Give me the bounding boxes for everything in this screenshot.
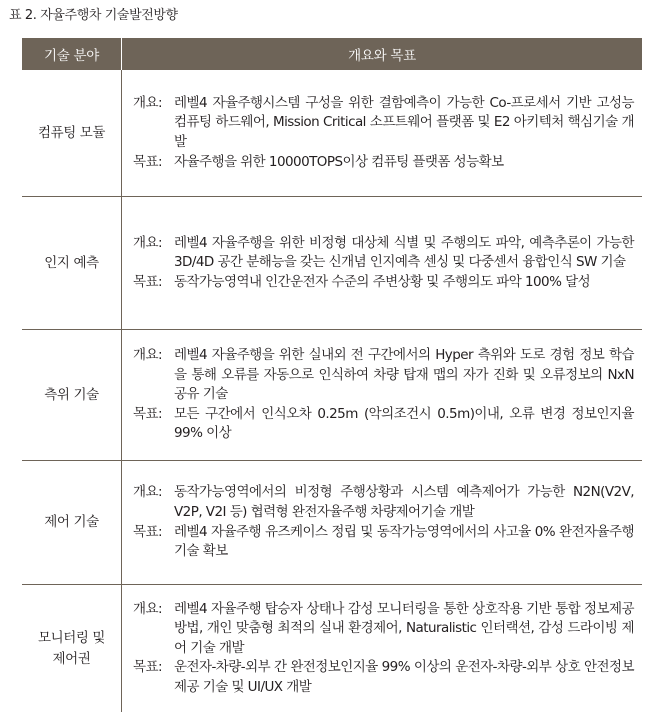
goal-text: 자율주행을 위한 10000TOPS이상 컴퓨팅 플랫폼 성능확보 [174,153,634,173]
goal-line [133,658,634,697]
row-description [122,70,643,197]
overview-line [133,483,634,522]
goal-line [133,405,634,444]
overview-label: 개요: [133,483,174,522]
overview-text: 동작가능영역에서의 비정형 주행상황과 시스템 예측제어가 가능한 N2N(V2V, V2P, V2I 등) 협력형 완전자율주행 차량제어기술 개발 [174,483,634,522]
overview-label: 개요: [133,234,174,273]
row-description [122,330,643,461]
goal-label: 목표: [133,405,174,444]
overview-label: 개요: [133,600,174,659]
table-header-row [22,38,642,70]
row-field-label: 모니터링 및 제어권 [22,585,122,712]
header-desc: 개요와 목표 [122,38,643,70]
overview-text: 레벨4 자율주행을 위한 비정형 대상체 식별 및 주행의도 파악, 예측추론이 가능한 3D/4D 공간 분해능을 갖는 신개념 인지예측 센싱 및 다중센서 융합인식 SW 기술 [174,234,634,273]
row-description [122,585,643,712]
row-field-label: 컴퓨팅 모듈 [22,70,122,197]
goal-label: 목표: [133,523,174,562]
row-description [122,461,643,585]
goal-text: 운전자-차량-외부 간 완전정보인지율 99% 이상의 운전자-차량-외부 상호 안전정보제공 기술 및 UI/UX 개발 [174,658,634,697]
tech-direction-table [22,38,642,712]
row-description [122,197,643,330]
overview-line [133,234,634,273]
table-row [22,330,642,461]
table-row [22,585,642,712]
goal-line [133,273,634,293]
row-field-label: 측위 기술 [22,330,122,461]
overview-line [133,600,634,659]
overview-text: 레벨4 자율주행 탑승자 상태나 감성 모니터링을 통한 상호작용 기반 통합 정보제공 방법, 개인 맞춤형 최적의 실내 환경제어, Naturalistic 인터랙션, 감성 드라이빙 제어 기술 개발 [174,600,634,659]
table-caption: 표 2. 자율주행차 기술발전방향 [9,7,178,25]
goal-label: 목표: [133,153,174,173]
overview-text: 레벨4 자율주행시스템 구성을 위한 결함예측이 가능한 Co-프로세서 기반 고성능 컴퓨팅 하드웨어, Mission Critical 소프트웨어 플랫폼 및 E2 아키텍처 핵심기술 개발 [174,94,634,153]
overview-line [133,94,634,153]
overview-line [133,346,634,405]
goal-label: 목표: [133,273,174,293]
goal-line [133,523,634,562]
row-field-label: 인지 예측 [22,197,122,330]
overview-label: 개요: [133,346,174,405]
table-row [22,197,642,330]
overview-label: 개요: [133,94,174,153]
goal-text: 동작가능영역내 인간운전자 수준의 주변상황 및 주행의도 파악 100% 달성 [174,273,634,293]
table-row [22,70,642,197]
goal-text: 레벨4 자율주행 유즈케이스 정립 및 동작가능영역에서의 사고율 0% 완전자율주행 기술 확보 [174,523,634,562]
overview-text: 레벨4 자율주행을 위한 실내외 전 구간에서의 Hyper 측위와 도로 경험 정보 학습을 통해 오류를 자동으로 인식하여 차량 탑재 맵의 자가 진화 및 오류정보의 NxN 공유 기술 [174,346,634,405]
goal-label: 목표: [133,658,174,697]
row-field-label: 제어 기술 [22,461,122,585]
goal-text: 모든 구간에서 인식오차 0.25m (악의조건시 0.5m)이내, 오류 변경 정보인지율 99% 이상 [174,405,634,444]
table-row [22,461,642,585]
header-field: 기술 분야 [22,38,122,70]
goal-line [133,153,634,173]
